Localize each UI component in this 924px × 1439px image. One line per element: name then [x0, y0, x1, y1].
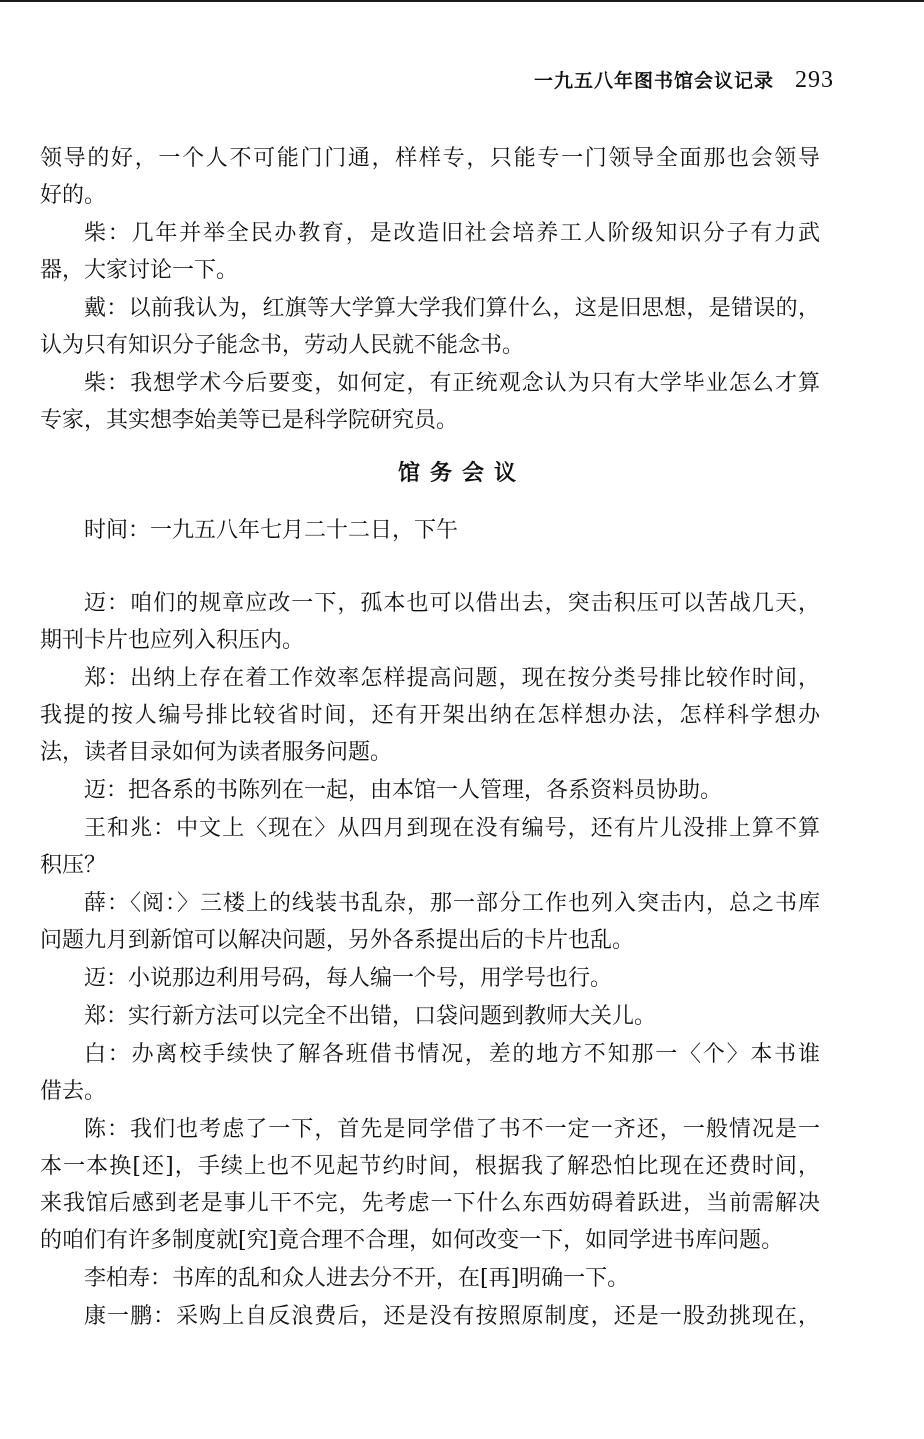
paragraph [40, 1036, 820, 1110]
text-line: 的咱们有许多制度就[究]竟合理不合理，如何改变一下，如同学进书库问题。 [40, 1228, 784, 1253]
top-border-rule [0, 0, 924, 2]
text-line: 来我馆后感到老是事儿干不完，先考虑一下什么东西妨碍着跃进，当前需解决 [40, 1191, 820, 1216]
text-line: 王和兆：中文上〈现在〉从四月到现在没有编号，还有片儿没排上算不算 [84, 816, 820, 841]
text-line: 好的。 [40, 183, 107, 208]
text-line: 郑：实行新方法可以完全不出错，口袋问题到教师大关儿。 [84, 1004, 657, 1029]
text-line: 问题九月到新馆可以解决问题，另外各系提出后的卡片也乱。 [40, 928, 635, 953]
text-line: 我提的按人编号排比较省时间，还有开架出纳在怎样想办法，怎样科学想办 [40, 703, 820, 728]
text-line: 柴：几年并举全民办教育，是改造旧社会培养工人阶级知识分子有力武 [84, 221, 820, 246]
paragraph [40, 215, 820, 289]
text-line: 薛：〈阅：〉三楼上的线装书乱杂，那一部分工作也列入突击内，总之书库 [84, 891, 820, 916]
text-line: 期刊卡片也应列入积压内。 [40, 628, 305, 653]
paragraph [40, 1298, 820, 1335]
text-line: 郑：出纳上存在着工作效率怎样提高问题，现在按分类号排比较作时间， [84, 666, 820, 691]
text-line: 迈：把各系的书陈列在一起，由本馆一人管理，各系资料员协助。 [84, 778, 723, 803]
paragraph [40, 960, 820, 997]
paragraph [40, 772, 820, 809]
running-header [534, 66, 834, 94]
paragraph [40, 1111, 820, 1259]
text-line: 戴：以前我认为，红旗等大学算大学我们算什么，这是旧思想，是错误的， [84, 296, 820, 321]
page-number: 293 [795, 67, 834, 93]
text-line: 器，大家讨论一下。 [40, 258, 239, 283]
text-line: 康一鹏：采购上自反浪费后，还是没有按照原制度，还是一股劲挑现在， [84, 1304, 820, 1329]
text-line: 借去。 [40, 1079, 107, 1104]
paragraph [40, 885, 820, 959]
paragraph [40, 1260, 820, 1297]
text-line: 李柏寿：书库的乱和众人进去分不开，在[再]明确一下。 [84, 1266, 630, 1291]
paragraph [40, 140, 820, 214]
meeting-time: 时间：一九五八年七月二十二日，下午 [84, 518, 459, 543]
text-line: 领导的好，一个人不可能门门通，样样专，只能专一门领导全面那也会领导 [40, 146, 820, 171]
text-line: 专家，其实想李始美等已是科学院研究员。 [40, 408, 459, 433]
text-line: 柴：我想学术今后要变，如何定，有正统观念认为只有大学毕业怎么才算 [84, 371, 820, 396]
text-line: 积压？ [40, 853, 107, 878]
paragraph [40, 365, 820, 439]
paragraph [40, 290, 820, 364]
text-line: 本一本换[还]，手续上也不见起节约时间，根据我了解恐怕比现在还费时间， [40, 1154, 820, 1179]
paragraph [40, 998, 820, 1035]
paragraph [40, 660, 820, 771]
section-heading: 馆务会议 [397, 460, 526, 486]
text-line: 法，读者目录如何为读者服务问题。 [40, 740, 393, 765]
text-line: 白：办离校手续快了解各班借书情况，差的地方不知那一〈个〉本书谁 [84, 1042, 820, 1067]
text-line: 认为只有知识分子能念书，劳动人民就不能念书。 [40, 333, 525, 358]
running-header-title: 一九五八年图书馆会议记录 [533, 70, 774, 92]
text-line: 迈：小说那边利用号码，每人编一个号，用学号也行。 [84, 966, 613, 991]
text-line: 迈：咱们的规章应改一下，孤本也可以借出去，突击积压可以苦战几天， [84, 591, 820, 616]
paragraph [40, 810, 820, 884]
text-line: 陈：我们也考虑了一下，首先是同学借了书不一定一齐还，一般情况是一 [84, 1117, 820, 1142]
paragraph [40, 585, 820, 659]
